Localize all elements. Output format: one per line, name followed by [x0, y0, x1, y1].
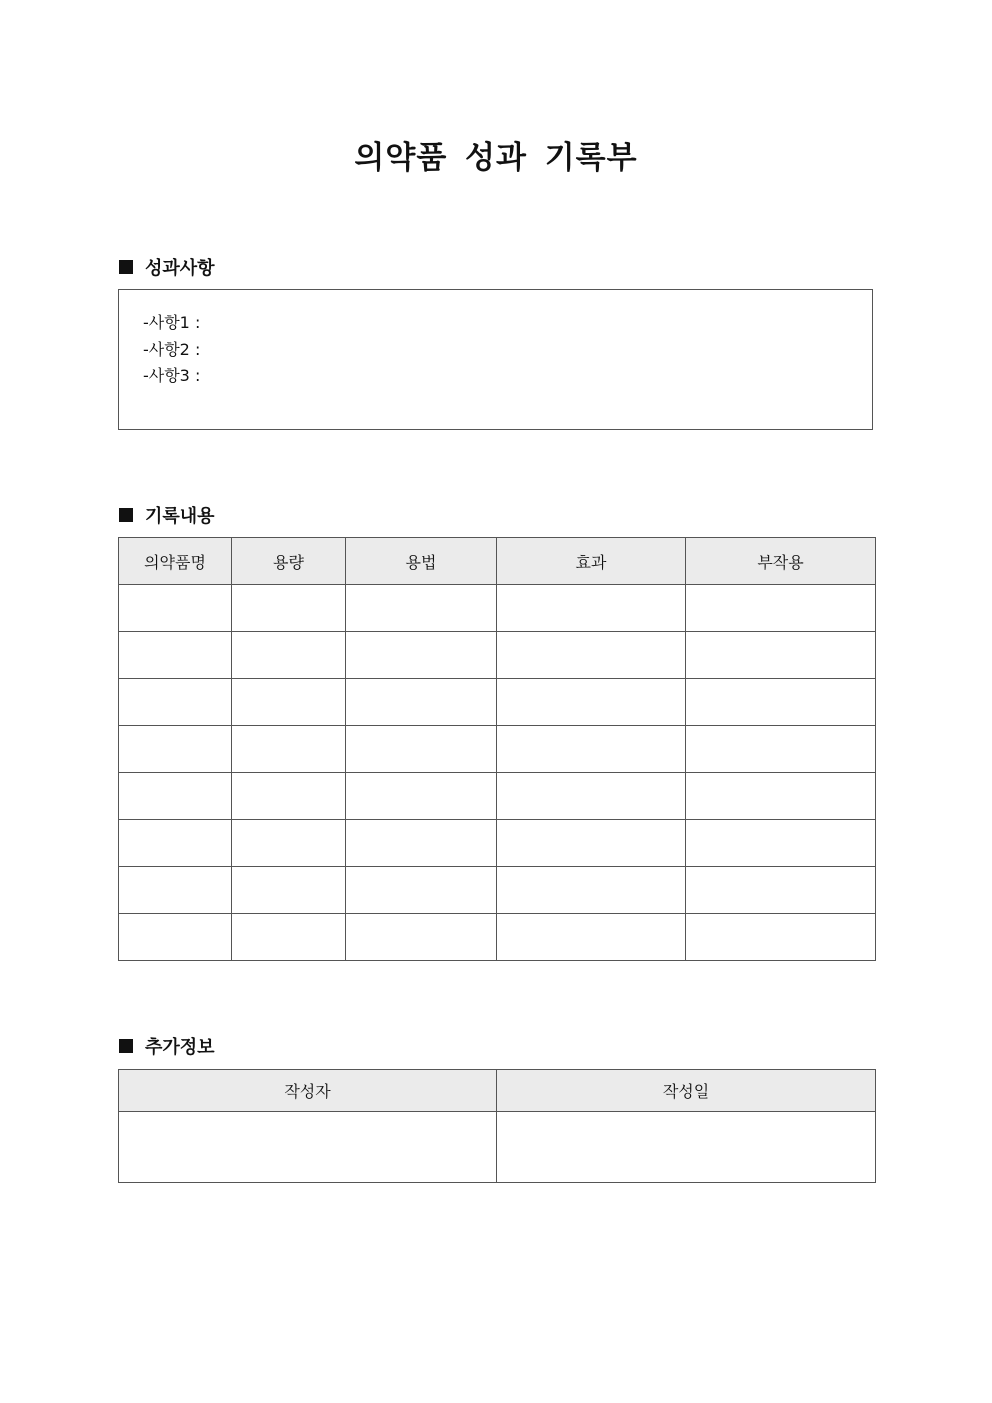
- table-row: [119, 726, 876, 773]
- table-cell[interactable]: [497, 679, 686, 726]
- table-cell[interactable]: [119, 726, 232, 773]
- table-cell[interactable]: [497, 632, 686, 679]
- section-heading-achievements: [119, 254, 215, 280]
- section-heading-label: 성과사항: [145, 258, 215, 279]
- column-header-usage: 용법: [346, 538, 497, 585]
- page-title: 의약품 성과 기록부: [354, 140, 638, 176]
- column-header-drug-name: 의약품명: [119, 538, 232, 585]
- table-cell[interactable]: [232, 867, 346, 914]
- table-row: [119, 1112, 876, 1183]
- achievements-box[interactable]: [118, 289, 873, 430]
- table-cell[interactable]: [119, 632, 232, 679]
- table-cell[interactable]: [232, 914, 346, 961]
- additional-info-table: [118, 1069, 876, 1183]
- table-row: [119, 679, 876, 726]
- table-cell[interactable]: [119, 867, 232, 914]
- table-row: [119, 914, 876, 961]
- table-header-row: [119, 538, 876, 585]
- table-cell[interactable]: [119, 820, 232, 867]
- table-cell[interactable]: [346, 585, 497, 632]
- section-heading-label: 추가정보: [145, 1037, 215, 1058]
- table-cell[interactable]: [119, 585, 232, 632]
- table-row: [119, 632, 876, 679]
- table-cell[interactable]: [346, 726, 497, 773]
- table-cell[interactable]: [232, 726, 346, 773]
- table-cell[interactable]: [346, 773, 497, 820]
- table-cell[interactable]: [686, 585, 876, 632]
- table-cell[interactable]: [232, 773, 346, 820]
- square-bullet-icon: [119, 508, 133, 522]
- table-cell[interactable]: [686, 867, 876, 914]
- table-cell[interactable]: [686, 820, 876, 867]
- table-cell[interactable]: [497, 914, 686, 961]
- table-header-row: [119, 1070, 876, 1112]
- column-header-effect: 효과: [497, 538, 686, 585]
- table-cell[interactable]: [686, 773, 876, 820]
- table-cell[interactable]: [346, 820, 497, 867]
- table-cell[interactable]: [346, 914, 497, 961]
- table-cell[interactable]: [232, 820, 346, 867]
- column-header-author: 작성자: [119, 1070, 497, 1112]
- table-cell[interactable]: [686, 679, 876, 726]
- section-heading-records: [119, 502, 215, 528]
- table-cell[interactable]: [497, 726, 686, 773]
- table-cell[interactable]: [119, 914, 232, 961]
- table-row: [119, 773, 876, 820]
- column-header-side-effects: 부작용: [686, 538, 876, 585]
- table-cell[interactable]: [686, 914, 876, 961]
- table-row: [119, 585, 876, 632]
- author-cell[interactable]: [119, 1112, 497, 1183]
- table-cell[interactable]: [119, 773, 232, 820]
- table-row: [119, 820, 876, 867]
- achievement-item: -사항1 :: [143, 313, 201, 332]
- section-heading-additional-info: [119, 1033, 215, 1059]
- table-cell[interactable]: [686, 632, 876, 679]
- table-cell[interactable]: [232, 679, 346, 726]
- square-bullet-icon: [119, 1039, 133, 1053]
- table-cell[interactable]: [497, 585, 686, 632]
- date-cell[interactable]: [497, 1112, 876, 1183]
- table-cell[interactable]: [119, 679, 232, 726]
- achievement-item: -사항2 :: [143, 339, 201, 359]
- column-header-date: 작성일: [497, 1070, 876, 1112]
- table-cell[interactable]: [232, 632, 346, 679]
- table-row: [119, 867, 876, 914]
- section-heading-label: 기록내용: [145, 506, 215, 527]
- column-header-dosage: 용량: [232, 538, 346, 585]
- table-cell[interactable]: [497, 773, 686, 820]
- table-cell[interactable]: [686, 726, 876, 773]
- table-cell[interactable]: [346, 867, 497, 914]
- achievement-item: -사항3 :: [143, 366, 201, 385]
- table-cell[interactable]: [346, 679, 497, 726]
- table-cell[interactable]: [232, 585, 346, 632]
- square-bullet-icon: [119, 260, 133, 274]
- table-cell[interactable]: [497, 867, 686, 914]
- records-table: [118, 537, 876, 961]
- table-cell[interactable]: [346, 632, 497, 679]
- table-cell[interactable]: [497, 820, 686, 867]
